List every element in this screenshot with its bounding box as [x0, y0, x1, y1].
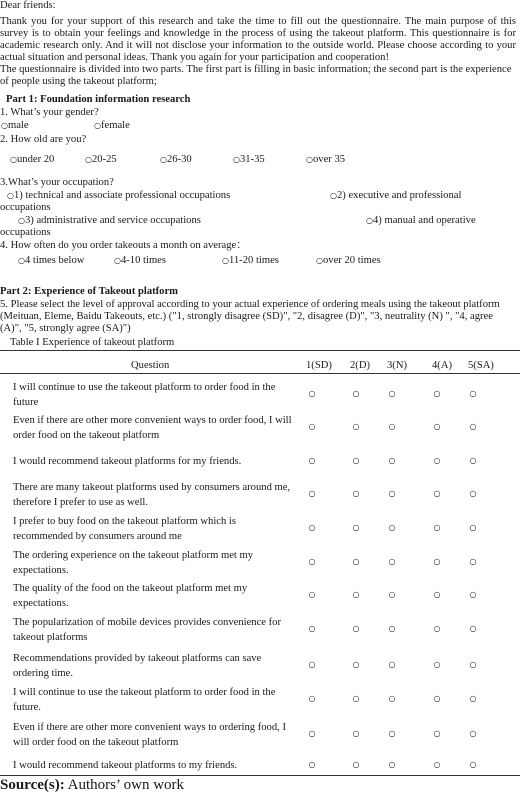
rating-radio-5[interactable]: ○ [469, 422, 477, 431]
rating-radio-3[interactable]: ○ [388, 590, 396, 599]
q3-option[interactable]: ○2) executive and professional [330, 190, 462, 201]
part2-title: Part 2: Experience of Takeout platform [0, 286, 179, 297]
source-text: Authors’ own work [64, 777, 185, 793]
rating-radio-5[interactable]: ○ [469, 389, 477, 398]
rating-radio-4[interactable]: ○ [433, 624, 441, 633]
radio-icon: ○ [85, 155, 92, 164]
q4-option[interactable]: ○4 times below [18, 255, 85, 266]
q2-option[interactable]: ○20-25 [85, 154, 117, 165]
rating-radio-3[interactable]: ○ [388, 422, 396, 431]
radio-icon: ○ [18, 256, 25, 265]
rating-radio-1[interactable]: ○ [308, 422, 316, 431]
rating-radio-1[interactable]: ○ [308, 760, 316, 769]
rating-radio-2[interactable]: ○ [352, 422, 360, 431]
rating-radio-2[interactable]: ○ [352, 760, 360, 769]
rating-radio-2[interactable]: ○ [352, 489, 360, 498]
rating-radio-3[interactable]: ○ [388, 729, 396, 738]
rating-radio-3[interactable]: ○ [388, 523, 396, 532]
q2-option[interactable]: ○under 20 [10, 154, 55, 165]
rating-radio-3[interactable]: ○ [388, 624, 396, 633]
rating-radio-4[interactable]: ○ [433, 557, 441, 566]
rating-radio-3[interactable]: ○ [388, 660, 396, 669]
rating-radio-1[interactable]: ○ [308, 489, 316, 498]
rating-radio-3[interactable]: ○ [388, 456, 396, 465]
rating-radio-1[interactable]: ○ [308, 389, 316, 398]
rating-radio-5[interactable]: ○ [469, 489, 477, 498]
rating-radio-2[interactable]: ○ [352, 729, 360, 738]
rating-radio-4[interactable]: ○ [433, 389, 441, 398]
rating-radio-3[interactable]: ○ [388, 760, 396, 769]
rating-radio-5[interactable]: ○ [469, 456, 477, 465]
radio-icon: ○ [316, 256, 323, 265]
q2-option[interactable]: ○31-35 [233, 154, 265, 165]
q5-text: 5. Please select the level of approval according to your actual experience of ordering meals using the takeout platform (Meituan, Eleme, Baidu Takeouts, etc.) ("1, strongly disagree (SD)", "2, disagree (D)", "3, neutrality (N) ", "4, agree (A)", "5, strongly agree (SA)") [0, 299, 500, 334]
rating-radio-2[interactable]: ○ [352, 624, 360, 633]
q3-option-wrap: occupations [0, 227, 51, 238]
q4-option[interactable]: ○11-20 times [222, 255, 279, 266]
rating-radio-2[interactable]: ○ [352, 590, 360, 599]
row-question: I would recommend takeout platforms for my friends. [13, 456, 242, 467]
q2-text: 2. How old are you? [0, 134, 87, 145]
q3-option[interactable]: ○3) administrative and service occupations [18, 215, 201, 226]
rating-radio-4[interactable]: ○ [433, 660, 441, 669]
radio-icon: ○ [7, 191, 14, 200]
row-question: I will continue to use the takeout platform to order food in the future [13, 382, 276, 408]
row-question: I prefer to buy food on the takeout platform which is recommended by consumers around me [13, 516, 236, 542]
radio-icon: ○ [330, 191, 337, 200]
rating-radio-1[interactable]: ○ [308, 624, 316, 633]
rating-radio-1[interactable]: ○ [308, 523, 316, 532]
rating-radio-5[interactable]: ○ [469, 694, 477, 703]
rating-radio-2[interactable]: ○ [352, 389, 360, 398]
rating-radio-2[interactable]: ○ [352, 660, 360, 669]
radio-icon: ○ [1, 121, 8, 130]
radio-icon: ○ [160, 155, 167, 164]
q3-option[interactable]: ○1) technical and associate professional occupations [7, 190, 231, 201]
rating-radio-1[interactable]: ○ [308, 729, 316, 738]
rating-radio-5[interactable]: ○ [469, 660, 477, 669]
row-question: The quality of the food on the takeout platform met my expectations. [13, 583, 248, 609]
rating-radio-4[interactable]: ○ [433, 489, 441, 498]
header-question: Question [131, 360, 170, 371]
q3-text: 3.What’s your occupation? [0, 177, 114, 188]
rating-radio-5[interactable]: ○ [469, 523, 477, 532]
q3-option[interactable]: ○4) manual and operative [366, 215, 476, 226]
rating-radio-5[interactable]: ○ [469, 624, 477, 633]
q4-option[interactable]: ○4-10 times [114, 255, 167, 266]
source-note [0, 776, 184, 794]
header-sa: 5(SA) [468, 360, 494, 371]
source-label: Source(s): [0, 777, 65, 793]
table-header-rule [0, 373, 520, 374]
q3-option-wrap: occupations [0, 202, 51, 213]
header-sd: 1(SD) [306, 360, 332, 371]
rating-radio-1[interactable]: ○ [308, 694, 316, 703]
rating-radio-4[interactable]: ○ [433, 422, 441, 431]
q1-text: 1. What’s your gender? [0, 107, 99, 118]
radio-icon: ○ [94, 121, 101, 130]
header-d: 2(D) [350, 360, 371, 371]
row-question: I will continue to use the takeout platform to order food in the future. [13, 687, 276, 713]
rating-radio-4[interactable]: ○ [433, 694, 441, 703]
rating-radio-4[interactable]: ○ [433, 729, 441, 738]
rating-radio-5[interactable]: ○ [469, 590, 477, 599]
rating-radio-2[interactable]: ○ [352, 523, 360, 532]
radio-icon: ○ [10, 155, 17, 164]
rating-radio-3[interactable]: ○ [388, 557, 396, 566]
rating-radio-3[interactable]: ○ [388, 389, 396, 398]
rating-radio-4[interactable]: ○ [433, 590, 441, 599]
rating-radio-2[interactable]: ○ [352, 557, 360, 566]
rating-radio-5[interactable]: ○ [469, 557, 477, 566]
row-question: Recommendations provided by takeout platforms can save ordering time. [13, 653, 262, 679]
row-question: The ordering experience on the takeout platform met my expectations. [13, 550, 254, 576]
q1-option-female[interactable]: ○female [94, 120, 130, 131]
rating-radio-1[interactable]: ○ [308, 456, 316, 465]
rating-radio-2[interactable]: ○ [352, 456, 360, 465]
row-question: Even if there are other more convenient ways to order food, I will order food on the takeout platform [13, 415, 292, 441]
row-question: Even if there are other more convenient ways to ordering food, I will order food on the takeout platform [13, 722, 286, 748]
rating-radio-4[interactable]: ○ [433, 456, 441, 465]
q4-text: 4. How often do you order takeouts a month on average： [0, 240, 247, 251]
rating-radio-3[interactable]: ○ [388, 489, 396, 498]
rating-radio-1[interactable]: ○ [308, 660, 316, 669]
q2-option[interactable]: ○26-30 [160, 154, 192, 165]
radio-icon: ○ [114, 256, 121, 265]
rating-radio-5[interactable]: ○ [469, 760, 477, 769]
q1-option-male[interactable]: ○male [1, 120, 29, 131]
rating-radio-3[interactable]: ○ [388, 694, 396, 703]
row-question: There are many takeout platforms used by consumers around me, therefore I prefer to use as well. [13, 482, 291, 508]
row-question: I would recommend takeout platforms to my friends. [13, 760, 238, 771]
q2-option[interactable]: ○over 35 [306, 154, 346, 165]
header-a: 4(A) [432, 360, 453, 371]
radio-icon: ○ [306, 155, 313, 164]
table-caption: Table I Experience of takeout platform [10, 337, 175, 348]
part1-title: Part 1: Foundation information research [6, 94, 191, 105]
radio-icon: ○ [366, 216, 373, 225]
radio-icon: ○ [18, 216, 25, 225]
table-top-rule [0, 350, 520, 351]
row-question: The popularization of mobile devices provides convenience for takeout platforms [13, 617, 281, 643]
rating-radio-5[interactable]: ○ [469, 729, 477, 738]
q4-option[interactable]: ○over 20 times [316, 255, 381, 266]
rating-radio-4[interactable]: ○ [433, 760, 441, 769]
rating-radio-2[interactable]: ○ [352, 694, 360, 703]
division-paragraph: The questionnaire is divided into two parts. The first part is filling in basic information; the second part is the experience of people using the takeout platform; [0, 64, 512, 87]
rating-radio-4[interactable]: ○ [433, 523, 441, 532]
radio-icon: ○ [222, 256, 229, 265]
greeting: Dear friends: [0, 0, 56, 11]
intro-paragraph: Thank you for your support of this research and take the time to fill out the questionnaire. The main purpose of this survey is to obtain your feelings and knowledge in the process of using the takeout platform. This questionnaire is for academic research only. And it will not disclose your information to the outside world. Please choose according to your actual situation and personal ideas. Thank you again for your participation and cooperation! [0, 16, 516, 63]
radio-icon: ○ [233, 155, 240, 164]
header-n: 3(N) [387, 360, 408, 371]
rating-radio-1[interactable]: ○ [308, 590, 316, 599]
rating-radio-1[interactable]: ○ [308, 557, 316, 566]
